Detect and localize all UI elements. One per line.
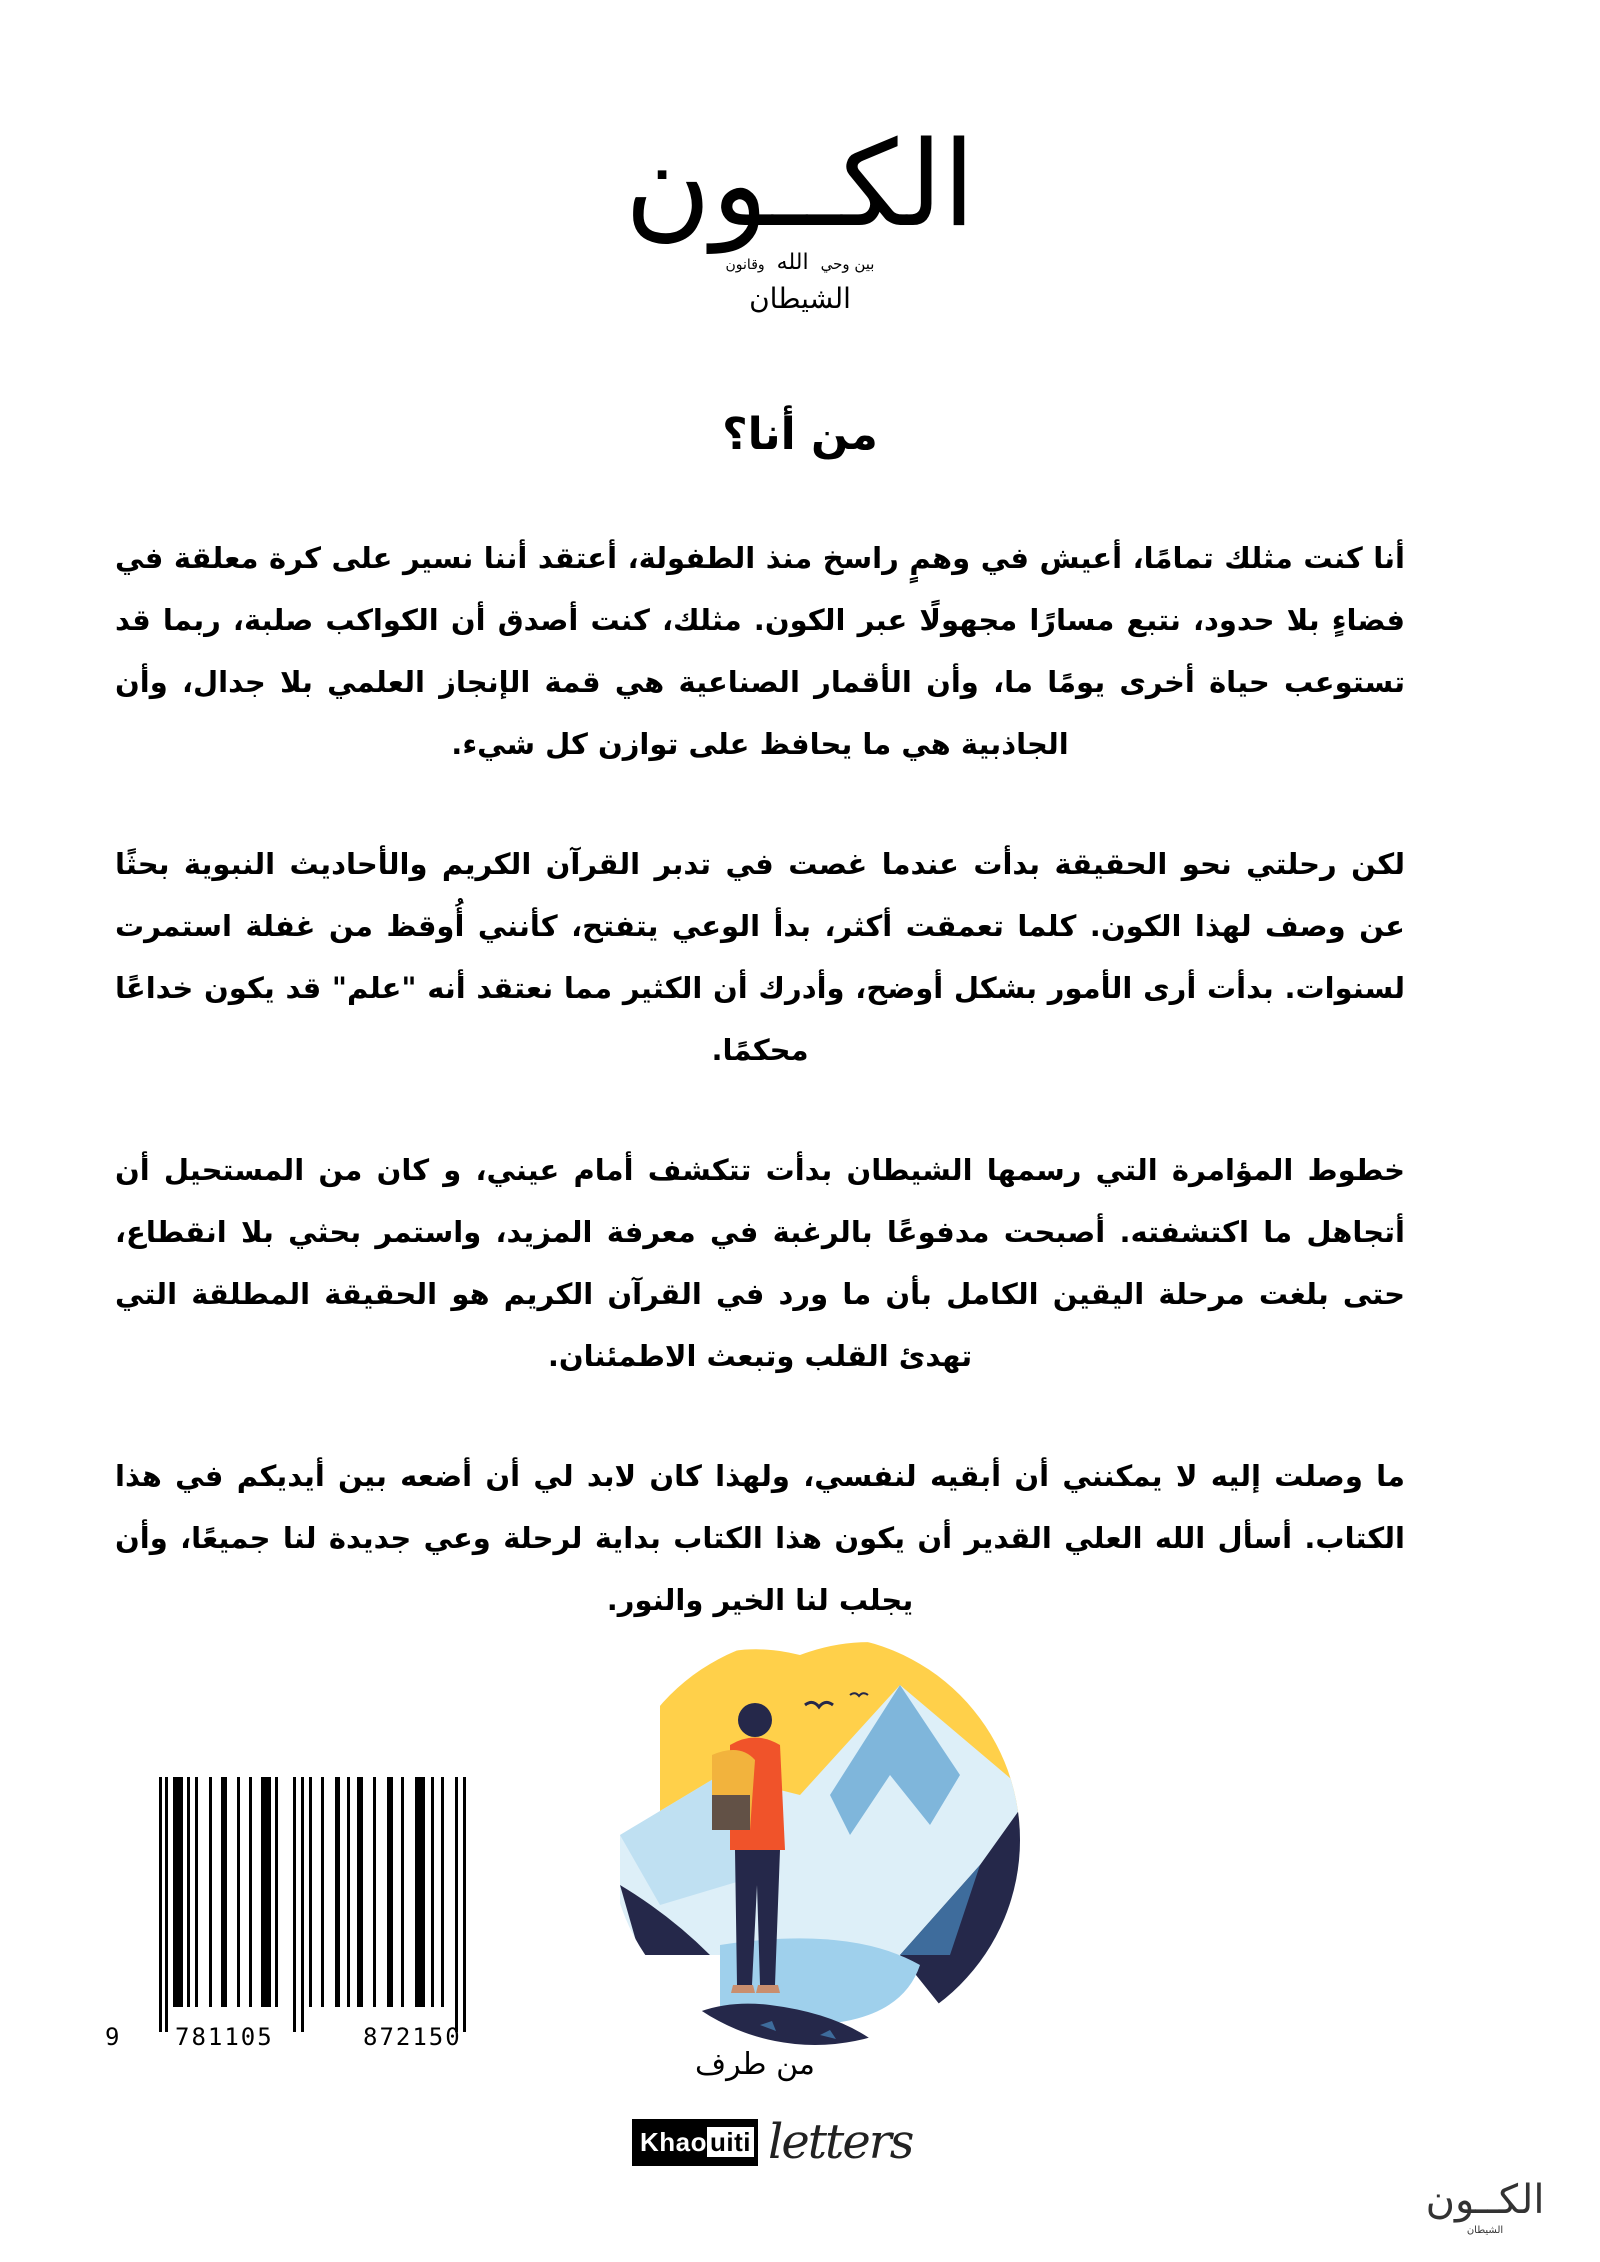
barcode bbox=[105, 1777, 525, 2052]
barcode-bar bbox=[275, 1777, 278, 2007]
barcode-bar bbox=[431, 1777, 434, 2007]
logo-line1: بين وحي bbox=[820, 255, 875, 273]
barcode-bar bbox=[387, 1777, 393, 2007]
barcode-bar bbox=[347, 1777, 350, 2007]
barcode-bar bbox=[195, 1777, 198, 2007]
small-logo bbox=[1400, 2176, 1570, 2238]
barcode-bar bbox=[321, 1777, 324, 2007]
paragraph: ما وصلت إليه لا يمكنني أن أبقيه لنفسي، ولهذا كان لابد لي أن أضعه بين أيديكم في هذا الكتاب. أسأل الله العلي القدير أن يكون هذا الكتاب بداية لرحلة وعي جديدة لنا جميعًا، وأن يجلب لنا الخير والنور. bbox=[115, 1459, 1405, 1617]
logo-line2: الله bbox=[776, 250, 809, 275]
barcode-bar bbox=[357, 1777, 363, 2007]
barcode-bar bbox=[159, 1777, 162, 2032]
barcode-bar bbox=[165, 1777, 168, 2032]
paragraph: لكن رحلتي نحو الحقيقة بدأت عندما غصت في تدبر القرآن الكريم والأحاديث النبوية بحثًا عن وصف لهذا الكون. كلما تعمقت أكثر، بدأ الوعي يتفتح، كأنني أُوقظ من غفلة استمرت لسنوات. بدأت أرى الأمور بشكل أوضح، وأدرك أن الكثير مما نعتقد أنه "علم" قد يكون خداعًا محكمًا. bbox=[115, 847, 1405, 1067]
hiker-illustration bbox=[600, 1625, 1030, 2055]
barcode-bar bbox=[209, 1777, 212, 2007]
publisher-box bbox=[632, 2119, 758, 2166]
logo-line4: الشيطان bbox=[749, 282, 851, 315]
barcode-bar bbox=[293, 1777, 296, 2032]
barcode-bar bbox=[173, 1777, 183, 2007]
barcode-bar bbox=[463, 1777, 466, 2032]
logo-line3: وقانون bbox=[725, 257, 765, 273]
barcode-bar bbox=[187, 1777, 190, 2007]
publisher-box-text: Khao bbox=[640, 2126, 707, 2157]
barcode-bar bbox=[221, 1777, 227, 2007]
barcode-right-digits: 872150 bbox=[363, 2023, 462, 2051]
barcode-bar bbox=[373, 1777, 376, 2007]
barcode-bar bbox=[309, 1777, 312, 2007]
publisher-logo bbox=[632, 2112, 912, 2172]
small-logo-sub: الشيطان bbox=[1466, 2225, 1504, 2236]
paragraph: أنا كنت مثلك تمامًا، أعيش في وهمٍ راسخ منذ الطفولة، أعتقد أننا نسير على كرة معلقة في فضاءٍ بلا حدود، نتبع مسارًا مجهولًا عبر الكون. مثلك، كنت أصدق أن الكواكب صلبة، ربما قد تستوعب حياة أخرى يومًا ما، وأن الأقمار الصناعية هي قمة الإنجاز العلمي بلا جدال، وأن الجاذبية هي ما يحافظ على توازن كل شيء. bbox=[115, 541, 1405, 761]
byline: من طرف bbox=[695, 2047, 815, 2082]
paragraph: خطوط المؤامرة التي رسمها الشيطان بدأت تتكشف أمام عيني، و كان من المستحيل أن أتجاهل ما اكتشفته. أصبحت مدفوعًا بالرغبة في معرفة المزيد، واستمر بحثي بلا انقطاع، حتى بلغت مرحلة اليقين الكامل بأن ما ورد في القرآن الكريم هو الحقيقة المطلقة التي تهدئ القلب وتبعث الاطمئنان. bbox=[115, 1153, 1405, 1373]
publisher-script: letters bbox=[768, 2114, 913, 2170]
barcode-lead-digit: 9 bbox=[105, 2023, 120, 2051]
page-title: من أنا؟ bbox=[722, 409, 878, 460]
barcode-bar bbox=[401, 1777, 404, 2007]
logo-main: الكــون bbox=[624, 115, 976, 253]
barcode-left-digits: 781105 bbox=[175, 2023, 274, 2051]
barcode-bar bbox=[301, 1777, 304, 2032]
barcode-bar bbox=[249, 1777, 252, 2007]
logo-subtitle-row bbox=[726, 248, 875, 280]
barcode-bar bbox=[441, 1777, 444, 2007]
publisher-box-text2: uiti bbox=[707, 2127, 754, 2157]
small-logo-main: الكــون bbox=[1425, 2177, 1545, 2223]
body-text bbox=[115, 527, 1405, 1689]
barcode-bar bbox=[335, 1777, 340, 2007]
barcode-bar bbox=[415, 1777, 425, 2007]
barcode-bar bbox=[261, 1777, 271, 2007]
barcode-bar bbox=[237, 1777, 240, 2007]
book-logo bbox=[500, 115, 1100, 318]
barcode-bar bbox=[455, 1777, 458, 2032]
